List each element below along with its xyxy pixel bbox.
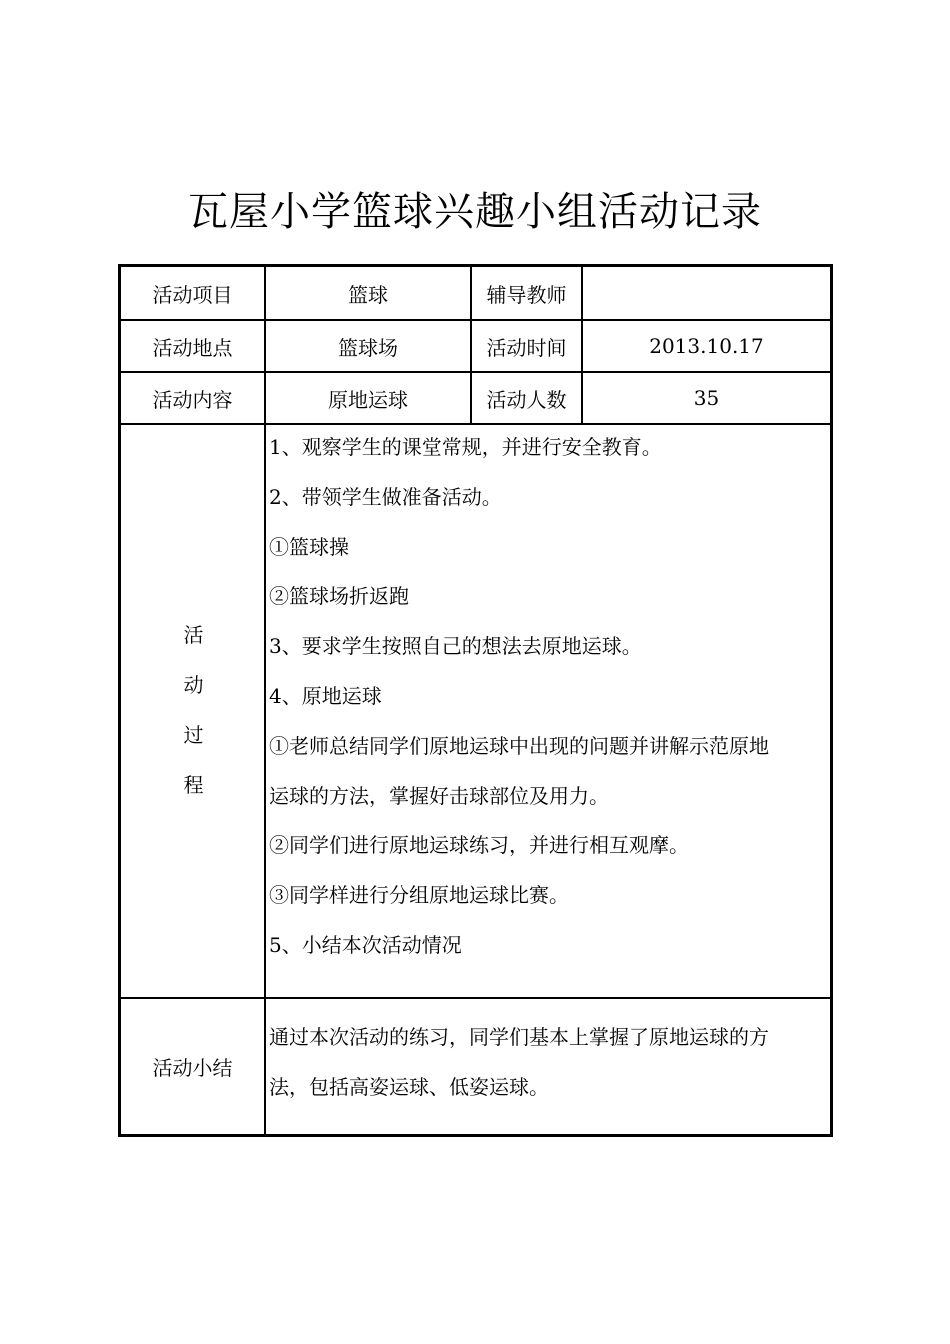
process-line: ②篮球场折返跑 bbox=[269, 584, 409, 609]
process-line: ②同学们进行原地运球练习，并进行相互观摩。 bbox=[269, 833, 689, 858]
label-activity-content: 活动内容 bbox=[152, 387, 233, 412]
summary-line: 法，包括高姿运球、低姿运球。 bbox=[269, 1075, 549, 1099]
process-label-char: 活 bbox=[183, 623, 204, 647]
value-activity-item: 篮球 bbox=[348, 282, 388, 307]
label-activity-item: 活动项目 bbox=[152, 282, 233, 307]
label-instructor: 辅导教师 bbox=[486, 282, 567, 307]
summary-line: 通过本次活动的练习，同学们基本上掌握了原地运球的方 bbox=[269, 1025, 769, 1049]
process-line: 4、原地运球 bbox=[269, 683, 382, 708]
activity-record-table bbox=[118, 264, 833, 1137]
value-instructor bbox=[583, 267, 830, 319]
process-label-char: 程 bbox=[183, 773, 204, 797]
process-label-char: 动 bbox=[183, 673, 204, 697]
page-title: 瓦屋小学篮球兴趣小组活动记录 bbox=[188, 189, 762, 235]
activity-process-content bbox=[269, 432, 834, 980]
label-participant-count: 活动人数 bbox=[486, 387, 567, 412]
process-line: 5、小结本次活动情况 bbox=[269, 932, 462, 957]
value-activity-content: 原地运球 bbox=[328, 387, 408, 412]
activity-summary-content bbox=[269, 1012, 834, 1112]
value-activity-time: 2013.10.17 bbox=[649, 334, 764, 358]
label-activity-summary: 活动小结 bbox=[152, 1056, 233, 1080]
label-activity-location: 活动地点 bbox=[152, 335, 233, 360]
process-line: ①篮球操 bbox=[269, 534, 349, 559]
value-participant-count: 35 bbox=[693, 386, 720, 410]
process-line: ①老师总结同学们原地运球中出现的问题并讲解示范原地 bbox=[269, 733, 769, 758]
value-activity-location: 篮球场 bbox=[338, 335, 398, 360]
process-line: 运球的方法，掌握好击球部位及用力。 bbox=[269, 783, 609, 808]
process-label-char: 过 bbox=[183, 723, 204, 747]
label-activity-time: 活动时间 bbox=[486, 335, 567, 360]
label-activity-process bbox=[121, 423, 266, 997]
process-line: 2、带领学生做准备活动。 bbox=[269, 484, 502, 509]
process-line: ③同学样进行分组原地运球比赛。 bbox=[269, 883, 569, 908]
process-line: 3、要求学生按照自己的想法去原地运球。 bbox=[269, 634, 642, 659]
process-line: 1、观察学生的课堂常规，并进行安全教育。 bbox=[269, 435, 662, 459]
